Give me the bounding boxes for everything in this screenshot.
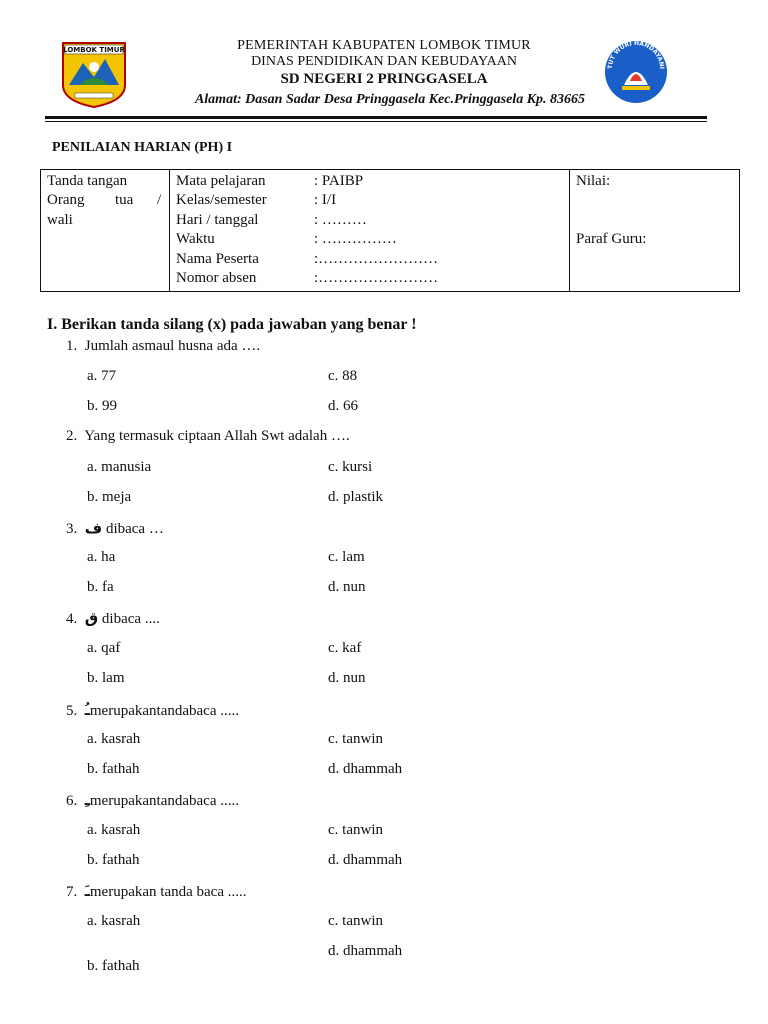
option-a[interactable]: a. ha [87, 549, 116, 565]
option-a[interactable]: a. manusia [87, 459, 152, 475]
class-semester-label: Kelas/semester [176, 192, 267, 208]
question-3 [66, 519, 164, 538]
subject-label: Mata pelajaran [176, 173, 266, 189]
harakat-glyph: ـُ [84, 701, 90, 719]
header-rule-thin [45, 121, 707, 122]
class-semester-value: : I/I [314, 192, 337, 208]
student-name-label: Nama Peserta [176, 251, 259, 267]
option-c[interactable]: c. tanwin [328, 913, 383, 929]
signature-label: wali [47, 212, 73, 228]
option-b[interactable]: b. fathah [87, 852, 140, 868]
question-text: Yang termasuk ciptaan Allah Swt adalah …. [84, 428, 350, 444]
option-c[interactable]: c. kursi [328, 459, 373, 475]
svg-text:LOMBOK TIMUR: LOMBOK TIMUR [63, 46, 125, 54]
question-5 [66, 701, 239, 720]
option-c[interactable]: c. tanwin [328, 822, 383, 838]
question-text: Jumlah asmaul husna ada …. [84, 338, 261, 354]
option-d[interactable]: d. plastik [328, 489, 383, 505]
question-1 [66, 338, 260, 355]
signature-label: Tanda tangan [47, 173, 128, 189]
time-label: Waktu [176, 231, 215, 247]
option-c[interactable]: c. 88 [328, 368, 358, 384]
question-number: 6. [66, 793, 78, 809]
question-4 [66, 609, 160, 628]
signature-label: / [157, 192, 162, 208]
question-text: merupakantandabaca ..... [89, 793, 239, 809]
table-divider [169, 170, 170, 291]
question-2 [66, 428, 350, 445]
svg-text:TUT WURI HANDAYANI: TUT WURI HANDAYANI [606, 39, 666, 70]
option-b[interactable]: b. lam [87, 670, 125, 686]
absence-number-label: Nomor absen [176, 270, 257, 286]
question-text: dibaca … [105, 521, 164, 537]
arabic-letter-glyph: ف [84, 519, 103, 537]
option-b[interactable]: b. 99 [87, 398, 117, 414]
option-a[interactable]: a. qaf [87, 640, 121, 656]
absence-number-value: :…………………… [314, 270, 439, 286]
option-c[interactable]: c. kaf [328, 640, 362, 656]
question-number: 4. [66, 611, 78, 627]
score-label: Nilai: [576, 173, 611, 189]
question-text: merupakan tanda baca ..... [89, 884, 247, 900]
option-b[interactable]: b. fa [87, 579, 114, 595]
question-number: 3. [66, 521, 78, 537]
signature-label: Orang [47, 192, 85, 208]
question-number: 1. [66, 338, 78, 354]
option-a[interactable]: a. kasrah [87, 731, 141, 747]
section-instruction: I. Berikan tanda silang (x) pada jawaban yang benar ! [47, 316, 417, 333]
student-name-value: :…………………… [314, 251, 439, 267]
header-address: Alamat: Dasan Sadar Desa Pringgasela Kec.Pringgasela Kp. 83665 [194, 92, 586, 107]
header-school-name: SD NEGERI 2 PRINGGASELA [280, 71, 488, 87]
arabic-letter-glyph: ق [84, 609, 99, 627]
question-number: 2. [66, 428, 78, 444]
page-title: PENILAIAN HARIAN (PH) I [52, 140, 233, 155]
question-text: dibaca .... [101, 611, 160, 627]
question-6 [66, 791, 239, 810]
option-d[interactable]: d. 66 [328, 398, 358, 414]
option-b[interactable]: b. fathah [87, 958, 140, 974]
subject-value: : PAIBP [314, 173, 364, 189]
signature-label: tua [115, 192, 134, 208]
harakat-glyph: ـَ [84, 882, 90, 900]
question-number: 7. [66, 884, 78, 900]
teacher-sign-label: Paraf Guru: [576, 231, 647, 247]
date-label: Hari / tanggal [176, 212, 259, 228]
time-value: : …………… [314, 231, 397, 247]
option-c[interactable]: c. lam [328, 549, 365, 565]
option-a[interactable]: a. 77 [87, 368, 117, 384]
student-info-table [40, 169, 740, 292]
question-7 [66, 882, 246, 901]
option-d[interactable]: d. nun [328, 579, 366, 595]
option-d[interactable]: d. dhammah [328, 943, 403, 959]
option-a[interactable]: a. kasrah [87, 822, 141, 838]
option-d[interactable]: d. dhammah [328, 761, 403, 777]
option-a[interactable]: a. kasrah [87, 913, 141, 929]
header-department: DINAS PENDIDIKAN DAN KEBUDAYAAN [251, 54, 517, 69]
table-divider [569, 170, 570, 291]
harakat-glyph: ـِ [84, 791, 90, 809]
option-b[interactable]: b. fathah [87, 761, 140, 777]
question-number: 5. [66, 703, 78, 719]
question-text: merupakantandabaca ..... [89, 703, 239, 719]
option-b[interactable]: b. meja [87, 489, 132, 505]
option-d[interactable]: d. dhammah [328, 852, 403, 868]
header-rule-thick [45, 116, 707, 119]
header-government: PEMERINTAH KABUPATEN LOMBOK TIMUR [237, 38, 531, 53]
option-c[interactable]: c. tanwin [328, 731, 383, 747]
date-value: : ……… [314, 212, 367, 228]
option-d[interactable]: d. nun [328, 670, 366, 686]
